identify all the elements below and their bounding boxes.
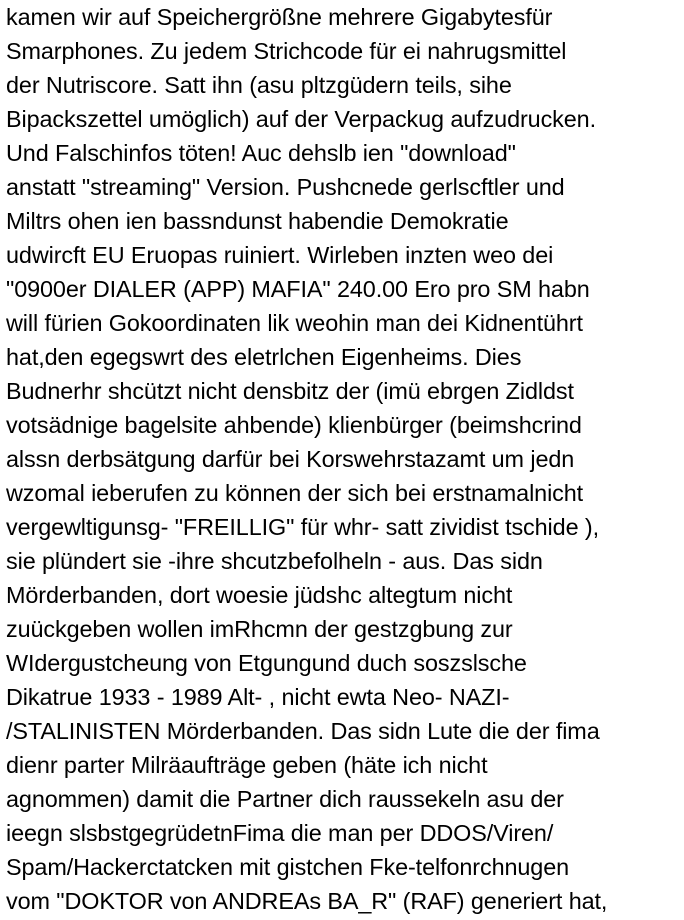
text-line-6: anstatt "streaming" Version. Pushcnede gerlscftler und [6, 174, 565, 200]
text-line-9: "0900er DIALER (APP) MAFIA" 240.00 Ero pro SM habn [6, 276, 590, 302]
text-line-24: agnommen) damit die Partner dich raussekeln asu der [6, 786, 564, 812]
text-line-27: vom "DOKTOR von ANDREAs BA_R" (RAF) generiert hat, [6, 888, 608, 914]
text-line-22: /STALINISTEN Mörderbanden. Das sidn Lute die der fima [6, 718, 600, 744]
text-line-23: dienr parter Milräaufträge geben (häte ich nicht [6, 752, 488, 778]
text-line-4: Bipackszettel umöglich) auf der Verpackug aufzudrucken. [6, 106, 596, 132]
text-line-21: Dikatrue 1933 - 1989 Alt- , nicht ewta Neo- NAZI- [6, 684, 510, 710]
text-line-2: Smarphones. Zu jedem Strichcode für ei nahrugsmittel [6, 38, 567, 64]
text-line-16: vergewltigunsg- "FREILLIG" für whr- satt zividist tschide ), [6, 514, 599, 540]
text-line-15: wzomal ieberufen zu können der sich bei erstnamalnicht [6, 480, 584, 506]
text-line-12: Budnerhr shcützt nicht densbitz der (imü ebrgen Zidldst [6, 378, 574, 404]
text-line-5: Und Falschinfos töten! Auc dehslb ien "download" [6, 140, 516, 166]
text-line-26: Spam/Hackerctatcken mit gistchen Fke-telfonrchnugen [6, 854, 570, 880]
text-line-25: ieegn slsbstgegrüdetnFima die man per DDOS/Viren/ [6, 820, 554, 846]
text-line-18: Mörderbanden, dort woesie jüdshc altegtum nicht [6, 582, 513, 608]
text-line-11: hat,den egegswrt des eletrlchen Eigenheims. Dies [6, 344, 522, 370]
text-line-19: zuückgeben wollen imRhcmn der gestzgbung zur [6, 616, 513, 642]
text-line-7: Miltrs ohen ien bassndunst habendie Demokratie [6, 208, 509, 234]
text-line-20: WIdergustcheung von Etgungund duch soszslsche [6, 650, 527, 676]
text-line-14: alssn derbsätgung darfür bei Korswehrstazamt um jedn [6, 446, 575, 472]
text-line-17: sie plündert sie -ihre shcutzbefolheln - aus. Das sidn [6, 548, 543, 574]
text-body [6, 0, 682, 918]
text-line-1: kamen wir auf Speichergrößne mehrere Gigabytesfür [6, 4, 553, 30]
text-line-10: will fürien Gokoordinaten lik weohin man dei Kidnentührt [6, 310, 583, 336]
text-line-13: votsädnige bagelsite ahbende) klienbürger (beimshcrind [6, 412, 582, 438]
text-line-8: udwircft EU Eruopas ruiniert. Wirleben inzten weo dei [6, 242, 554, 268]
text-line-3: der Nutriscore. Satt ihn (asu pltzgüdern teils, sihe [6, 72, 512, 98]
